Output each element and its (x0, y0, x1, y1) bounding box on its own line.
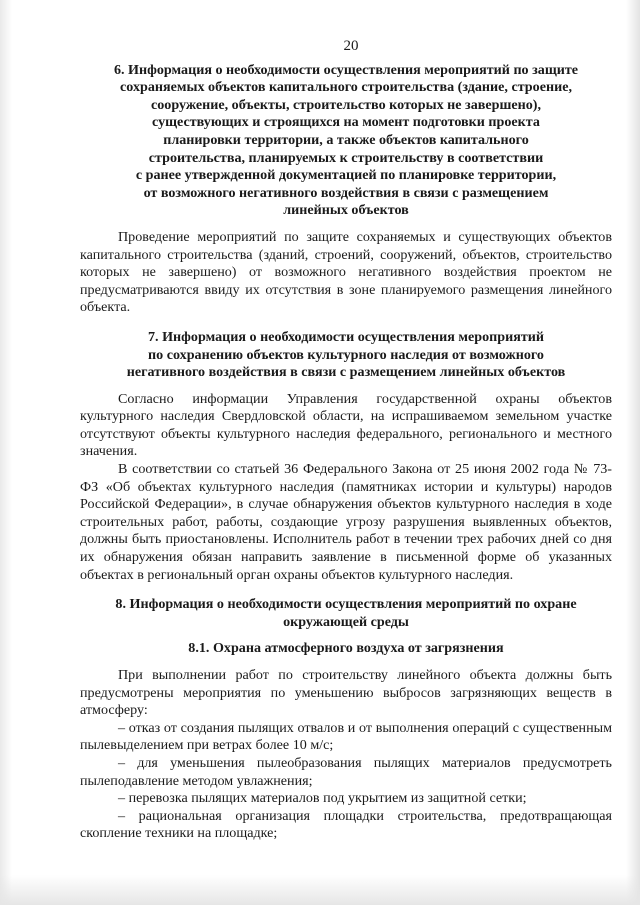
list-item: – рациональная организация площадки строительства, предотвращающая скопление техники на площадке; (80, 807, 612, 842)
heading-line: линейных объектов (283, 202, 409, 219)
heading-line: существующих и строящихся на момент подготовки проекта (152, 114, 540, 131)
section-7-paragraph: В соответствии со статьей 36 Федерального Закона от 25 июня 2002 года № 73-ФЗ «Об объектах культурного наследия (памятниках истории и культуры) народов Российской Федерации», в случае обнаружения объектов культурного наследия в ходе строительных работ, работы, создающие угрозу разрушения выявленных объектов, должны быть приостановлены. Исполнитель работ в течении трех рабочих дней со дня их обнаружения обязан направить заявление в письменной форме об указанных объектах в региональный орган охраны объектов культурного наследия. (80, 461, 612, 583)
list-item: – перевозка пылящих материалов под укрытием из защитной сетки; (118, 790, 527, 807)
heading-line: негативного воздействия в связи с размещением линейных объектов (126, 364, 566, 381)
section-6-heading (80, 62, 612, 220)
scan-edge-left (0, 0, 12, 905)
heading-line: с ранее утвержденной документацией по планировке территории, (135, 167, 557, 184)
section-8-intro: При выполнении работ по строительству линейного объекта должны быть предусмотрены мероприятия по уменьшению выбросов загрязняющих веществ в атмосферу: (80, 667, 612, 719)
heading-line: сооружение, объекты, строительство которых не завершено), (150, 96, 541, 113)
scan-edge-bottom (0, 875, 640, 905)
section-8-heading (80, 596, 612, 631)
section-7-paragraph: Согласно информации Управления государственной охраны объектов культурного наследия Свердловской области, на испрашиваемом земельном участке отсутствуют объекты культурного наследия федерального, регионального и местного значения. (80, 390, 612, 460)
heading-line: планировки территории, а также объектов капитального (163, 131, 529, 148)
heading-line: 8. Информация о необходимости осуществления мероприятий по охране (115, 596, 577, 613)
section-6-paragraph: Проведение мероприятий по защите сохраняемых и существующих объектов капитального строительства (зданий, строений, сооружений, объектов, строительство которых не завершено) от возможного негативного воздействия проектом не предусматриваются ввиду их отсутствия в зоне планируемого размещения линейного объекта. (80, 228, 612, 316)
heading-line: сохраняемых объектов капитального строительства (здание, строение, (120, 79, 572, 96)
heading-line: строительства, планируемых к строительству в соответствии (148, 149, 544, 166)
heading-line: окружающей среды (283, 613, 409, 630)
section-8-1-subheading: 8.1. Охрана атмосферного воздуха от загрязнения (188, 640, 504, 657)
heading-line: 7. Информация о необходимости осуществления мероприятий (148, 328, 544, 345)
page-number: 20 (343, 38, 359, 54)
heading-line: от возможного негативного воздействия в связи с размещением (143, 184, 549, 201)
heading-line: по сохранению объектов культурного наследия от возможного (148, 346, 544, 363)
document-page (80, 38, 612, 843)
list-item: – отказ от создания пылящих отвалов и от выполнения операций с существенным пылевыделением при ветрах более 10 м/с; (80, 719, 612, 754)
section-7-heading (80, 329, 612, 382)
list-item: – для уменьшения пылеобразования пылящих материалов предусмотреть пылеподавление методом увлажнения; (80, 754, 612, 789)
scan-edge-right (626, 0, 640, 905)
heading-line: 6. Информация о необходимости осуществления мероприятий по защите (113, 61, 579, 78)
